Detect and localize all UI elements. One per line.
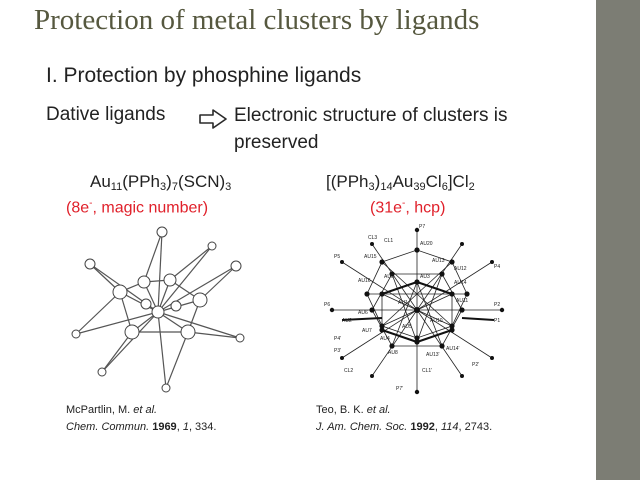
au39-cluster-diagram [322, 222, 512, 398]
atom-label: P7 [419, 224, 426, 230]
decorative-sidebar [596, 0, 640, 480]
atom-label: AU14' [446, 346, 460, 352]
left-note: (8e-, magic number) [66, 198, 209, 217]
atom-label: AU14 [454, 280, 467, 286]
atom-label: AU13' [426, 352, 440, 358]
atom-label: AU12 [454, 266, 467, 272]
atom-label: AU20 [420, 241, 433, 247]
atom-label: CL2 [344, 368, 354, 374]
dative-label: Dative ligands [46, 104, 166, 125]
atom-label: AU3 [420, 274, 430, 280]
atom-label: AU9 [384, 274, 394, 280]
atom-label: P6 [324, 302, 331, 308]
left-citation: McPartlin, M. et al. Chem. Commun. 1969, 1, 334. [66, 404, 217, 433]
atom-label: P2' [472, 362, 480, 368]
atom-label: P7' [396, 386, 404, 392]
atom-label: P4' [334, 336, 342, 342]
atom-label: AU7 [362, 328, 372, 334]
atom-label: AU8 [388, 350, 398, 356]
atom-label: AU13 [432, 258, 445, 264]
atom-label: P4 [494, 264, 501, 270]
right-arrow-icon [198, 108, 228, 130]
atom-label: CL3 [368, 235, 378, 241]
atom-label: AU6 [358, 310, 368, 316]
atom-label: AU4 [380, 336, 390, 342]
atom-label: CL1 [384, 238, 394, 244]
atom-label: AU2 [342, 318, 352, 324]
atom-label: P1 [494, 318, 501, 324]
left-formula: $Au_{11}(PPh_3)_7(SCN)_3$ [90, 172, 232, 193]
right-formula: $[(PPh_3)_{14}Au_{39}Cl_6]Cl_2$ [326, 172, 475, 193]
right-citation: Teo, B. K. et al. J. Am. Chem. Soc. 1992, 114, 2743. [316, 404, 493, 433]
section-heading: I. Protection by phosphine ligands [46, 64, 362, 87]
atom-label: AU5 [402, 324, 412, 330]
atom-label: CL1' [422, 368, 433, 374]
atom-label: AU11 [456, 298, 469, 304]
au11-cluster-diagram [60, 222, 260, 394]
right-note: (31e-, hcp) [370, 198, 446, 217]
atom-label: P5 [334, 254, 341, 260]
atom-label: AU16 [358, 278, 371, 284]
slide-title: Protection of metal clusters by ligands [34, 4, 480, 36]
atom-label: AU15 [364, 254, 377, 260]
atom-label: P2 [494, 302, 501, 308]
atom-label: P3' [334, 348, 342, 354]
atom-label: AU1 [398, 300, 408, 306]
atom-label: AU10 [430, 318, 443, 324]
result-text: Electronic structure of clusters is preserved [234, 105, 508, 153]
